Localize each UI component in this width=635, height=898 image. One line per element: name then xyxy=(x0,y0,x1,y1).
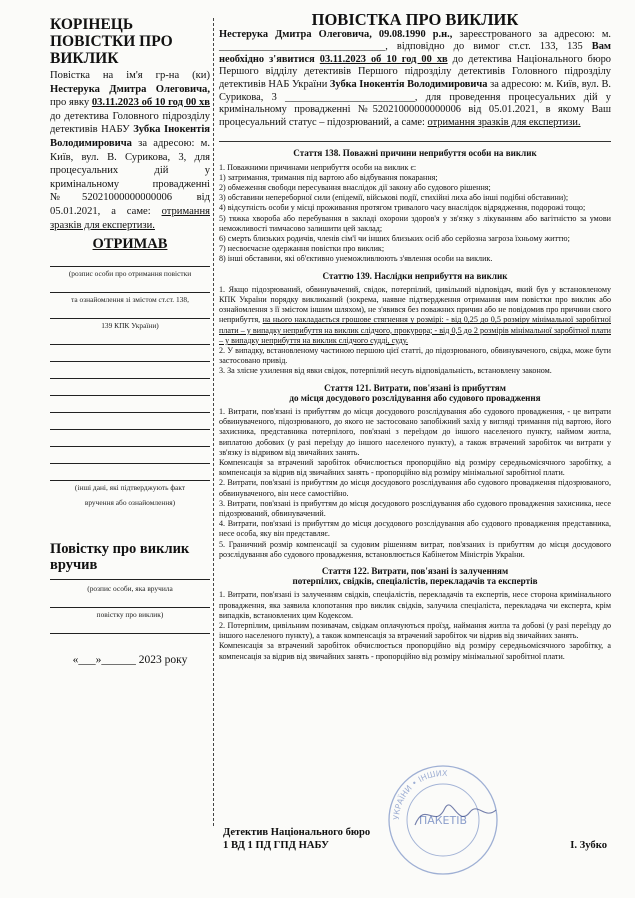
blank-line xyxy=(50,466,210,481)
stamp-center-text: ПАКЕТІВ xyxy=(418,814,468,827)
summons-column xyxy=(219,10,611,662)
stub-date-time: 03.11.2023 об 10 год 00 хв xyxy=(91,97,210,109)
signature-line xyxy=(50,278,210,293)
received-heading: ОТРИМАВ xyxy=(92,236,168,253)
stub-title: КОРІНЕЦЬ ПОВІСТКИ ПРО ВИКЛИК xyxy=(50,16,173,67)
handed-heading: Повістку про виклик вручив xyxy=(50,540,190,573)
blank-line xyxy=(50,364,210,379)
stub-column xyxy=(50,16,210,667)
signature-line xyxy=(50,573,210,580)
signature-block xyxy=(223,826,611,852)
caption: повістку про виклик) xyxy=(96,609,164,619)
blank-line xyxy=(50,432,210,447)
svg-text:УКРАЇНИ • ІНШИХ: УКРАЇНИ • ІНШИХ xyxy=(391,768,448,821)
article-122-subtitle: потерпілих, свідків, спеціалістів, перекладачів та експертів xyxy=(292,576,538,587)
caption: (інші дані, які підтверджують факт xyxy=(74,482,186,492)
separator xyxy=(219,141,611,142)
summons-text: Нестерука Дмитра Олеговича, 09.08.1990 р.н., зареєстрованого за адресою: м. ________________________________, відповідно до вимог ст.ст. 133, 135 Вам необхідно з'явитися 03.11.2023 об 10 год 00 хв до детектива Національного бюро Першого відділу детективів Першого підрозділу детективів Головного підрозділу детективів НАБ України Зубка Інокентія Володимировича за адресою: м. Київ, вул. В. Сурикова, 3 _________________________, для проведення процесуальних дій у кримінальному провадженні №52021000000000006 від 05.01.2021, в якому Ваш процесуальний статус – підозрюваний, а саме: отримання зразків для експертизи. xyxy=(219,28,611,128)
caption: 139 КПК України) xyxy=(101,320,159,330)
caption: вручення або ознайомлення) xyxy=(84,497,176,507)
summons-purpose: отримання зразків для експертизи. xyxy=(427,116,581,128)
signature-line xyxy=(50,256,210,267)
blank-line xyxy=(50,415,210,430)
stub-purpose: отримання зразків для експертизи. xyxy=(50,205,210,231)
signer-name: І. Зубко xyxy=(570,840,607,851)
caption: (розпис особи про отримання повістки xyxy=(68,268,192,278)
person-name: Нестерука Дмитра Олеговича, 09.08.1990 р.н., xyxy=(219,28,453,40)
stub-text: Повістка на ім'я гр-на (ки) Нестерука Дмитра Олеговича, про явку 03.11.2023 об 10 год 00 хв до детектива Головного підрозділу детективів НАБУ Зубка Інокентія Володимировича за адресою: м. Київ, вул. В. Сурикова, 3, для процесуальних дій у кримінальному провадженні №52021000000000006 від 05.01.2021, а саме: отримання зразків для експертизи. xyxy=(50,70,211,231)
blank-line xyxy=(50,593,210,608)
blank-line xyxy=(50,347,210,362)
date-line: «___»______ 2023 року xyxy=(72,653,188,666)
stub-detective-name: Зубка Інокентія Володимировича xyxy=(50,124,211,149)
article-139-title: Статтю 139. Наслідки неприбуття на виклик xyxy=(322,270,508,281)
stub-person-name: Нестерука Дмитра Олеговича, xyxy=(50,83,210,95)
blank-line xyxy=(50,381,210,396)
signature-line xyxy=(50,304,210,319)
signer-position: Детектив Національного бюро xyxy=(223,827,371,838)
blank-line xyxy=(50,398,210,413)
caption: (розпис особи, яка вручила xyxy=(87,583,173,593)
legal-excerpts: Стаття 138. Поважні причини неприбуття особи на виклик 1. Поважними причинами неприбуття особи на виклик є: 1) затримання, тримання під вартою або відбування покарання; 2) обмеження свободи пересування внаслідок дії закону або судового рішення; 3) обставини непереборної сили (епідемії, військові події, стихійні лиха або інші подібні обставини); 4) відсутність особи у місці проживання протягом тривалого часу внаслідок відрядження, подорожі тощо; 5) тяжка хвороба або перебування в закладі охорони здоров'я у зв'язку з лікуванням або вагітністю за умови неможливості тимчасово залишити цей заклад; 6) смерть близьких родичів, членів сім'ї чи інших близьких осіб або серйозна загроза їхньому життю; 7) несвоєчасне одержання повістки про виклик; 8) інші обставини, які об'єктивно унеможливлюють з'явлення особи на виклик. Статтю 139. Наслідки неприбуття на виклик 1. Якщо підозрюваний, обвинувачений, свідок, потерпілий, цивільний відповідач, який був у встановленому КПК України порядку викликаний (зокрема, наявне підтвердження отримання ним повістки про виклик або ознайомлення з її змістом іншим шляхом), не з'явився без поважних причин або не повідомив про причини свого неприбуття, на нього накладається грошове стягнення у розмірі: - від 0,25 до 0,5 розміру мінімальної заробітної плати – у випадку неприбуття на виклик слідчого, прокурора; - від 0,5 до 2 розмірів мінімальної заробітної плати – у випадку неприбуття на виклик слідчого судді, суду. 2. У випадку, встановленому частиною першою цієї статті, до підозрюваного, обвинуваченого, свідка, може бути застосовано привід. 3. За злісне ухилення від явки свідок, потерпілий несуть відповідальність, встановлену законом. Стаття 121. Витрати, пов'язані із прибуттям до місця досудового розслідування або судового провадження 1. Витрати, пов'язані із прибуттям до місця досудового розслідування або судового провадження, - це витрати обвинуваченого, підозрюваного, до якого не застосовано запобіжний захід у вигляді тримання під вартою, його захисника, представника потерпілого, пов'язані з переїздом до іншого населеного пункту, наймом житла, виплатою добових (у разі переїзду до іншого населеного пункту), а також втрачений заробіток чи витрати у зв'язку із відривом від звичайних занять. Компенсація за втрачений заробіток обчислюється пропорційно від розміру середньомісячного заробітку, а компенсація за відрив від звичайних занять - пропорційно від розміру мінімальної заробітної плати. 2. Витрати, пов'язані із прибуттям до місця досудового розслідування або судового провадження підозрюваного, обвинуваченого, вiн несе самостійно. 3. Витрати, пов'язані із прибуттям до місця досудового розслідування або судового провадження захисника, несе підозрюваний, обвинувачений. 4. Витрати, пов'язані із прибуттям до місця досудового розслідування або судового провадження представника, несе особа, яку він представляє. 5. Граничний розмір компенсації за судовим рішенням витрат, пов'язаних із прибуттям до місця досудового розслідування або судового провадження, встановлюється Кабінетом Міністрів України. Стаття 122. Витрати, пов'язані із залученням потерпілих, свідків, спеціалістів, перекладачів та експертів 1. Витрати, пов'язані із залученням свідків, спеціалістів, перекладачів та експертів, несе сторона кримінального провадження, яка заявила клопотання про виклик свідків, залучила спеціаліста, перекладача чи експерта, крім випадків, встановлених цим Кодексом. 2. Потерпілим, цивільним позивачам, свідкам оплачуються проїзд, наймання житла та добові (у разі переїзду до іншого населеного пункту), а також компенсація за втрачений заробіток чи відрив від звичайних занять. Компенсація за втрачений заробіток обчислюється пропорційно від розміру середньомісячного заробітку, а компенсація за відрив від звичайних занять - пропорційно від розміру мінімальної заробітної плати. xyxy=(219,148,611,661)
article-121-subtitle: до місця досудового розслідування або судового провадження xyxy=(289,392,541,403)
summons-title: ПОВІСТКА ПРО ВИКЛИК xyxy=(311,10,519,29)
caption: та ознайомлення зі змістом ст.ст. 138, xyxy=(71,294,189,304)
article-138-title: Стаття 138. Поважні причини неприбуття особи на виклик xyxy=(293,148,537,159)
blank-line xyxy=(50,449,210,464)
article-122-title: Стаття 122. Витрати, пов'язані із залученням xyxy=(321,566,509,577)
signer-unit: 1 ВД 1 ПД ГПД НАБУ xyxy=(223,840,329,851)
detective-name: Зубка Інокентія Володимировича xyxy=(329,78,488,90)
blank-line xyxy=(50,330,210,345)
blank-line xyxy=(50,619,210,634)
tear-line xyxy=(213,18,214,826)
appointment-date-time: 03.11.2023 об 10 год 00 хв xyxy=(319,53,448,65)
article-121-title: Стаття 121. Витрати, пов'язані із прибуттям xyxy=(324,382,506,393)
